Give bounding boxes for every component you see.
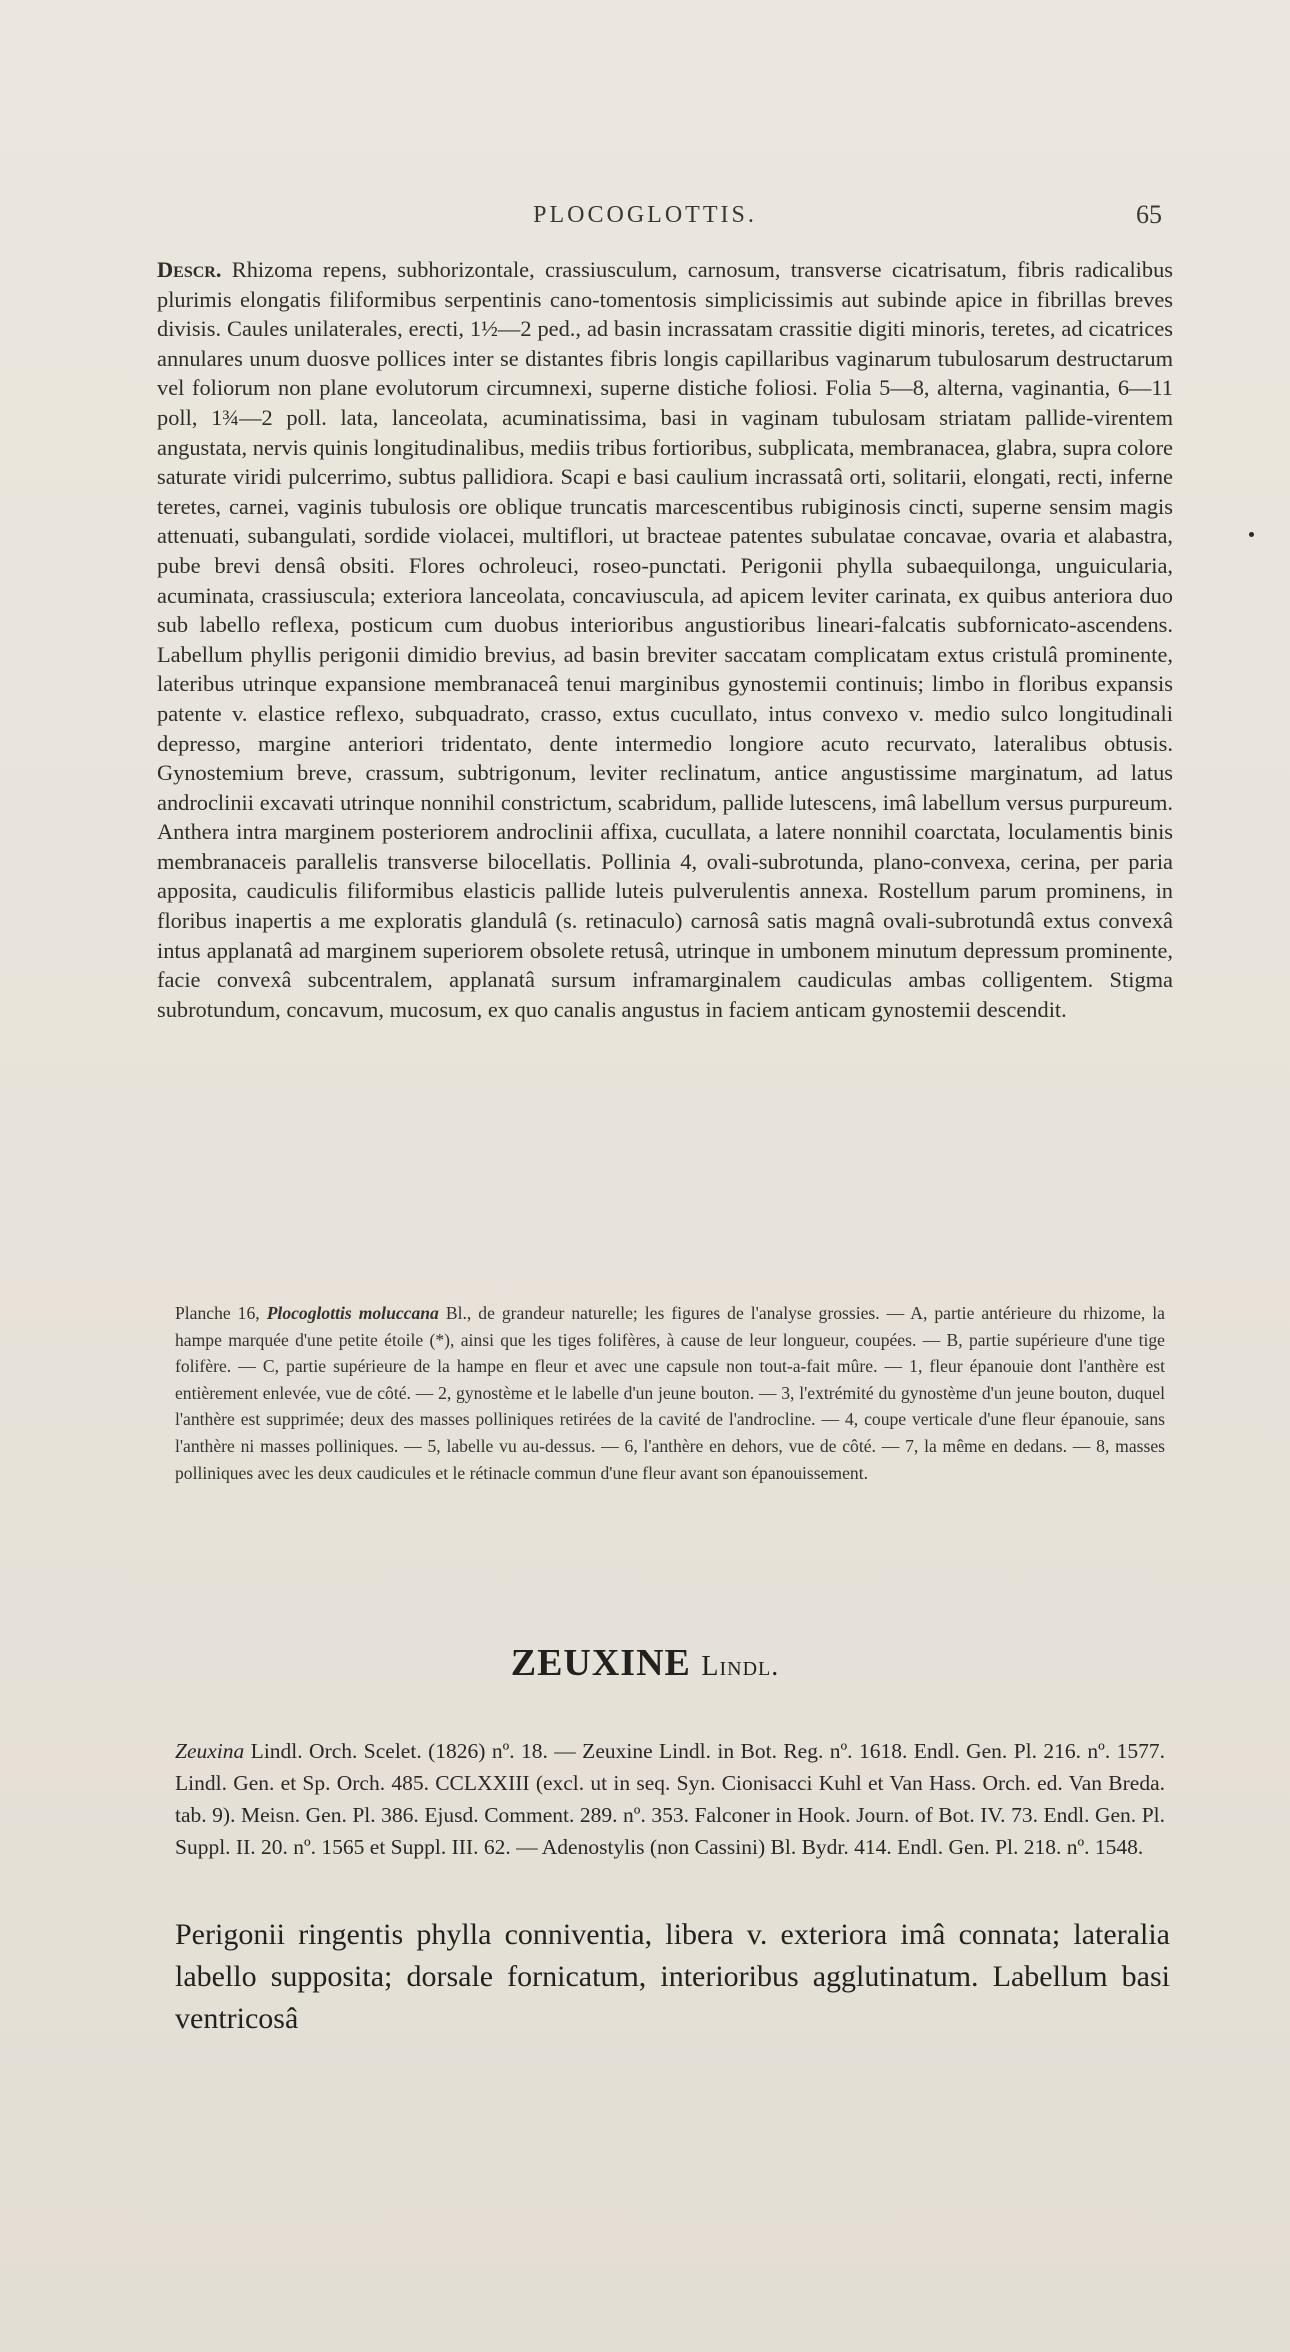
caption-prefix: Planche 16,: [175, 1303, 260, 1323]
genus-heading: [0, 1641, 1290, 1685]
genus-diagnosis: Perigonii ringentis phylla conniventia, libera v. exteriora imâ connata; lateralia labello supposita; dorsale fornicatum, interioribus agglutinatum. Labellum basi ventricosâ: [175, 1918, 1170, 2035]
genus-authority: Lindl.: [701, 1651, 780, 1682]
species-description: [157, 255, 1173, 1024]
synonymy-text: Lindl. Orch. Scelet. (1826) nº. 18. — Zeuxine Lindl. in Bot. Reg. nº. 1618. Endl. Gen. Pl. 216. nº. 1577. Lindl. Gen. et Sp. Orch. 485. CCLXXIII (excl. ut in seq. Syn. Cionisacci Kuhl et Van Hass. Orch. ed. Van Breda. tab. 9). Meisn. Gen. Pl. 386. Ejusd. Comment. 289. nº. 353. Falconer in Hook. Journ. of Bot. IV. 73. Endl. Gen. Pl. Suppl. II. 20. nº. 1565 et Suppl. III. 62. — Adenostylis (non Cassini) Bl. Bydr. 414. Endl. Gen. Pl. 218. nº. 1548.: [175, 1739, 1165, 1859]
synonymy-lead: Zeuxina: [175, 1739, 245, 1763]
caption-text: Bl., de grandeur naturelle; les figures de l'analyse grossies. — A, partie antérieure du rhizome, la hampe marquée d'une petite étoile (*), ainsi que les tiges folifères, à cause de leur longueur, coupées. — B, partie supérieure d'une tige folifère. — C, partie supérieure de la hampe en fleur et avec une capsule non tout-a-fait mûre. — 1, fleur épanouie dont l'anthère est entièrement enlevée, vue de côté. — 2, gynostème et le labelle d'un jeune bouton. — 3, l'extrémité du gynostème d'un jeune bouton, duquel l'anthère est supprimée; deux des masses polliniques retirées de la cavité de l'androcline. — 4, coupe verticale d'une fleur épanouie, sans l'anthère ni masses polliniques. — 5, labelle vu au-dessus. — 6, l'anthère en dehors, vue de côté. — 7, la même en dedans. — 8, masses polliniques avec les deux caudicules et le rétinacle commun d'une fleur avant son épanouissement.: [175, 1303, 1165, 1483]
running-title: PLOCOGLOTTIS.: [533, 202, 757, 228]
margin-mark: [1249, 532, 1254, 537]
genus-name: ZEUXINE: [510, 1642, 691, 1684]
page-number: 65: [1136, 200, 1162, 229]
caption-figure-name: Plocoglottis moluccana: [266, 1303, 439, 1323]
description-text: Rhizoma repens, subhorizontale, crassiusculum, carnosum, transverse cicatrisatum, fibris radicalibus plurimis elongatis filiformibus serpentinis cano-tomentosis simplicissimis aut subinde apice in fibrillas breves divisis. Caules unilaterales, erecti, 1½—2 ped., ad basin incrassatam crassitie digiti minoris, teretes, ad cicatrices annulares unum duosve pollices inter se distantes fibris longis capillaribus vaginarum tubulosarum destructarum vel foliorum non plane evolutorum circumnexi, superne distiche foliosi. Folia 5—8, alterna, vaginantia, 6—11 poll, 1¾—2 poll. lata, lanceolata, acuminatissima, basi in vaginam tubulosam striatam pallide-virentem angustata, nervis quinis longitudinalibus, mediis tribus fortioribus, subplicata, membranacea, glabra, supra colore saturate viridi pulcerrimo, subtus pallidiora. Scapi e basi caulium incrassatâ orti, solitarii, elongati, recti, inferne teretes, carnei, vaginis tubulosis ore oblique truncatis marcescentibus rubiginosis cincti, superne sensim magis attenuati, subangulati, sordide violacei, multiflori, ut bracteae patentes subulatae concavae, ovaria et alabastra, pube brevi densâ obsiti. Flores ochroleuci, roseo-punctati. Perigonii phylla subaequilonga, unguicularia, acuminata, crassiuscula; exteriora lanceolata, concaviuscula, ad apicem leviter carinata, ex quibus anteriora duo sub labello reflexa, posticum cum duobus interioribus angustioribus lineari-falcatis subfornicato-ascendens. Labellum phyllis perigonii dimidio brevius, ad basin breviter saccatam complicatam extus cristulâ prominente, lateribus utrinque expansione membranaceâ tenui marginibus gynostemii continuis; limbo in floribus expansis patente v. elastice reflexo, subquadrato, crasso, extus cucullato, intus convexo v. medio sulco longitudinali depresso, margine anteriori tridentato, dente intermedio longiore acuto recurvato, lateralibus obtusis. Gynostemium breve, crassum, subtrigonum, leviter reclinatum, antice angustissime marginatum, ad latus androclinii excavati utrinque nonnihil constrictum, scabridum, pallide lutescens, imâ labellum versus purpureum. Anthera intra marginem posteriorem androclinii affixa, cucullata, a latere nonnihil coarctata, loculamentis binis membranaceis parallelis transverse bilocellatis. Pollinia 4, ovali-subrotunda, plano-convexa, cerina, per paria apposita, caudiculis filiformibus elasticis pallide luteis pulverulentis annexa. Rostellum parum prominens, in floribus inapertis a me exploratis glandulâ (s. retinaculo) carnosâ satis magnâ ovali-subrotundâ extus convexâ intus applanatâ ad marginem superiorem obsolete retusâ, utrinque in umbonem minutum depressum prominente, facie convexâ subcentralem, applanatâ sursum inframarginalem caudiculas ambas colligentem. Stigma subrotundum, concavum, mucosum, ex quo canalis angustus in faciem anticam gynostemii descendit.: [157, 257, 1173, 1022]
genus-synonymy: [175, 1735, 1165, 1863]
plate-caption: [175, 1300, 1165, 1486]
description-lead: Descr.: [157, 257, 222, 282]
